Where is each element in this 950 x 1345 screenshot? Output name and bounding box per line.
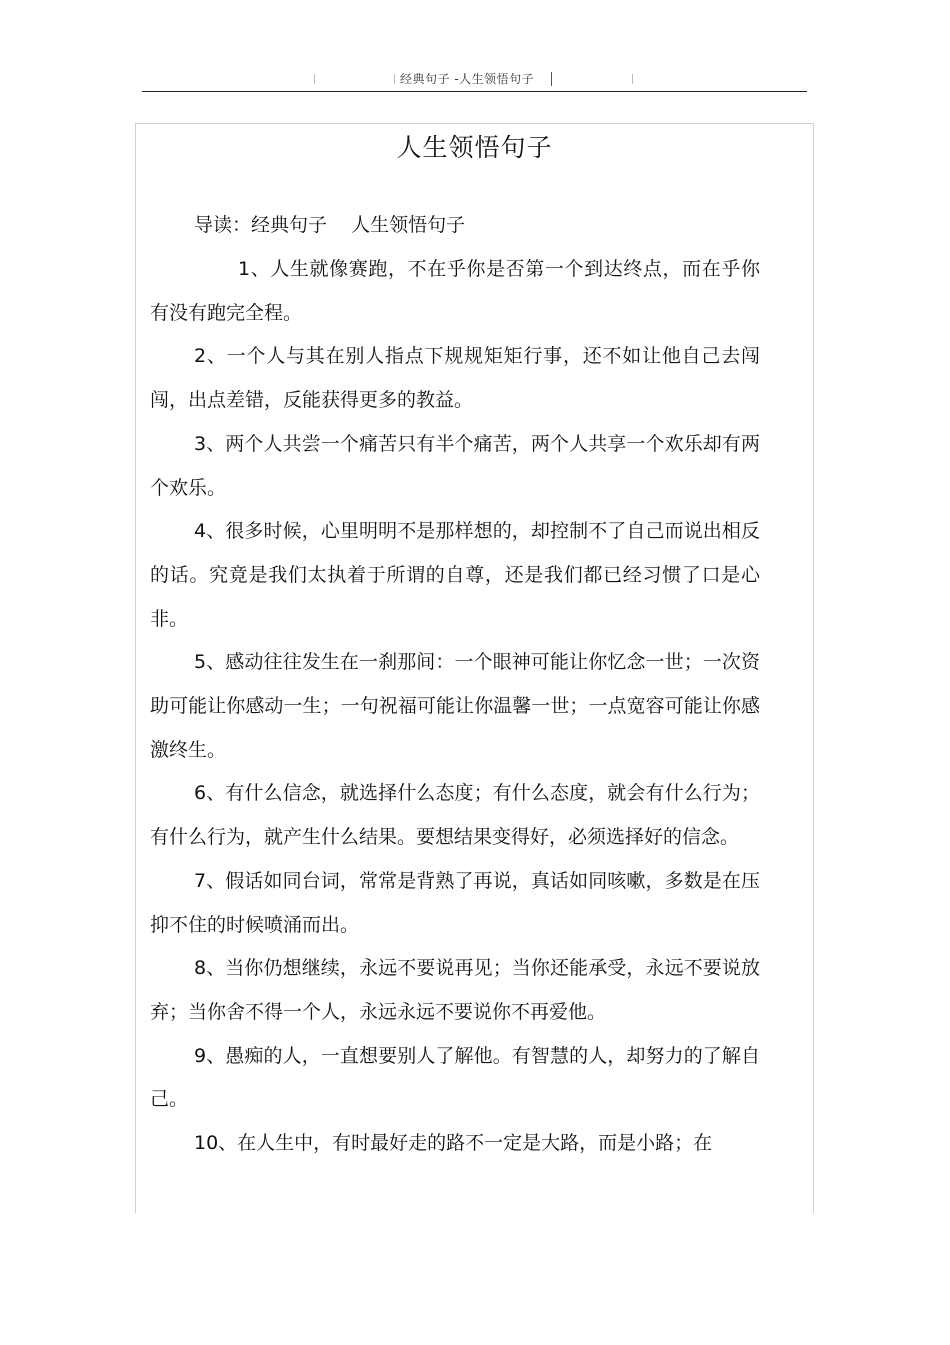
list-item: 8、当你仍想继续，永远不要说再见；当你还能承受，永远不要说放弃；当你舍不得一个人，永远永远不要说你不再爱他。 <box>150 957 760 1023</box>
list-item: 7、假话如同台词，常常是背熟了再说，真话如同咳嗽，多数是在压抑不住的时候喷涌而出。 <box>150 869 760 936</box>
list-item: 10、在人生中，有时最好走的路不一定是大路，而是小路；在 <box>194 1132 713 1155</box>
running-header: 经典句子 -人生领悟句子 <box>400 72 535 86</box>
header-tick-left <box>314 74 315 84</box>
list-item: 6、有什么信念，就选择什么态度；有什么态度，就会有什么行为；有什么行为，就产生什么结果。要想结果变得好，必须选择好的信念。 <box>150 782 760 849</box>
list-item: 1、人生就像赛跑，不在乎你是否第一个到达终点，而在乎你有没有跑完全程。 <box>150 258 760 324</box>
intro-line: 导读：经典句子 人生领悟句子 <box>194 214 466 236</box>
list-item: 9、愚痴的人，一直想要别人了解他。有智慧的人，却努力的了解自己。 <box>150 1044 760 1111</box>
header-rule <box>142 91 807 92</box>
header-tick-right-dark <box>551 72 552 86</box>
document-body <box>150 248 760 1166</box>
list-item: 2、一个人与其在别人指点下规规矩矩行事，还不如让他自己去闯闯，出点差错，反能获得更多的教益。 <box>150 345 760 412</box>
header-tick-right <box>632 74 633 84</box>
list-item: 4、很多时候，心里明明不是那样想的，却控制不了自己而说出相反的话。究竟是我们太执着于所谓的自尊，还是我们都已经习惯了口是心非。 <box>150 520 760 630</box>
header-tick-mid <box>394 74 395 84</box>
list-item: 3、两个人共尝一个痛苦只有半个痛苦，两个人共享一个欢乐却有两个欢乐。 <box>150 432 760 499</box>
document-title: 人生领悟句子 <box>396 133 553 162</box>
list-item: 5、感动往往发生在一刹那间：一个眼神可能让你忆念一世；一次资助可能让你感动一生；一句祝福可能让你温馨一世；一点宽容可能让你感激终生。 <box>150 651 760 761</box>
